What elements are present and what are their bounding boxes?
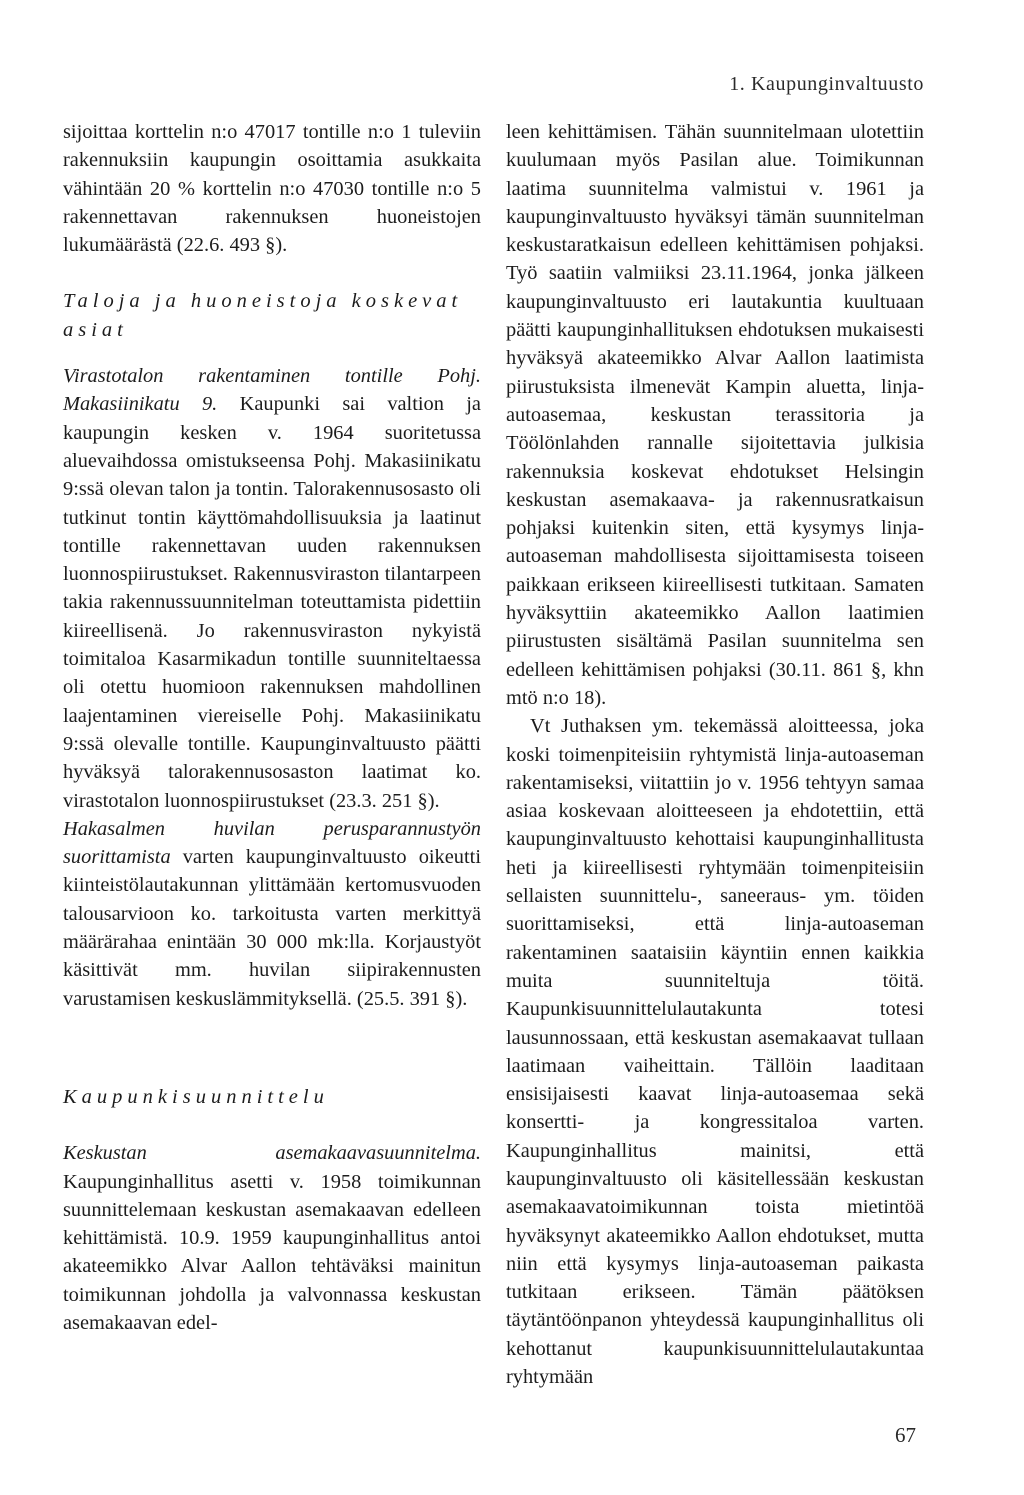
spacer [63,259,481,287]
intro-paragraph: sijoittaa korttelin n:o 47017 tontille n:o 1 tuleviin rakennuksiin kaupungin osoittamia asukkaita vähintään 20 % korttelin n:o 47030 tontille n:o 5 rakennettavan rakennuksen huoneistojen lukumäärästä (22.6. 493 §). [63,121,481,257]
paragraph-juthas: Vt Juthaksen ym. tekemässä aloitteessa, joka koski toimenpiteisiin ryhtymistä linja-autoaseman rakentamiseksi, viitattiin jo v. 1956 tehtyyn samaa asiaa koskevaan aloitteeseen ja ehdotettiin, että kaupunginvaltuusto kehottaisi kaupunginhallitusta heti ja kiireellisesti ryhtymään toimenpiteisiin sellaisten suunnittelu-, saneeraus- ym. töiden suorittamiseksi, että linja-autoaseman rakentaminen saataisiin käyntiin ennen kaikkia muita suunniteltuja töitä. Kaupunkisuunnittelulautakunta totesi lausunnossaan, että keskustan asemakaavat tullaan laatimaan vaiheittain. Tällöin laaditaan ensisijaisesti kaavat linja-autoasemaa sekä konsertti- ja kongressitaloa varten. Kaupunginhallitus mainitsi, että kaupunginvaltuusto oli käsitellessään keskustan asemakaavatoimikunnan toista mietintöä hyväksynyt akateemikko Aallon ehdotukset, mutta niin että kysymys linja-autoaseman paikasta tutkitaan erikseen. Tämän päätöksen täytäntöönpanon yhteydessä kaupunginhallitus oli kehottanut kaupunkisuunnittelulautakuntaa ryhtymään [506,715,924,1389]
section-heading-kaupunkisuunnittelu: Kaupunkisuunnittelu [63,1085,329,1108]
spacer [63,1013,481,1083]
item-text: Kaupunginhallitus asetti v. 1958 toimikunnan suunnittelemaan keskustan asemakaavan edelleen kehittämistä. 10.9. 1959 kaupunginhallitus antoi akateemikko Alvar Aallon tehtäväksi mainitun toimikunnan johdolla ja valvonnassa keskustan asemakaavan edel- [63,1170,481,1334]
paragraph-continuation: leen kehittämisen. Tähän suunnitelmaan ulotettiin kuulumaan myös Pasilan alue. Toimikunnan laatima suunnitelma valmistui v. 1961 ja kaupunginvaltuusto hyväksyi tämän suunnitelman keskustaratkaisun edelleen kehittämisen pohjaksi. Työ saatiin valmiiksi 23.11.1964, jonka jälkeen kaupunginvaltuusto eri lautakuntia kuultuaan päätti kaupunginhallituksen ehdotuksen mukaisesti hyväksyä akateemikko Alvar Aallon laatimista piirustuksista ilmenevät Kampin aluetta, linja-autoasemaa, keskustan terassitoria ja Töölönlahden rannalle sijoitettavia julkisia rakennuksia koskevat ehdotukset Helsingin keskustan asemakaava- ja rakennusratkaisun pohjaksi kuitenkin siten, että kysymys linja-autoaseman mahdollisesta sijoittamisesta toiseen paikkaan erikseen kiireellisesti tutkitaan. Samaten hyväksyttiin akateemikko Aallon laatimien piirustusten sisältämä Pasilan suunnitelma sen edelleen kehittämisen pohjaksi (30.11. 861 §, khn mtö n:o 18). [506,121,924,709]
section-heading-line-1: Taloja ja huoneistoja koskevat [63,290,463,313]
section-heading-line-2: asiat [63,318,128,341]
item-hakasalmi [63,815,481,1013]
left-column [63,118,481,1337]
page-number: 67 [895,1423,916,1447]
item-title: Keskustan asemakaavasuunnitelma. [63,1142,481,1165]
item-virastotalo [63,362,481,815]
right-column [506,118,924,1391]
running-title: 1. Kaupunginvaltuusto [729,73,924,95]
section-heading-taloja [63,287,481,344]
item-text: varten kaupunginvaltuusto oikeutti kiinteistölautakunnan ylittämään kertomusvuoden talousarvioon ko. tarkoitusta varten merkittyä määrärahaa enintään 30 000 mk:lla. Korjaustyöt käsittivät mm. huvilan siipirakennusten varustamisen keskuslämmityksellä. (25.5. 391 §). [63,846,481,1010]
spacer [63,1111,481,1139]
item-keskusta [63,1139,481,1337]
item-title: Virastotalon rakentaminen tontille Pohj. Makasiinikatu 9. [63,365,481,416]
item-title: Hakasalmen huvilan perusparannustyön suorittamista [63,817,481,869]
item-text: Kaupunki sai valtion ja kaupungin kesken v. 1964 suoritetussa aluevaihdossa omistukseensa Pohj. Makasiinikatu 9:ssä olevan talon ja tontin. Talorakennusosasto oli tutkinut tontin käyttömahdollisuuksia ja laatinut tontille rakennettavan uuden rakennuksen luonnospiirustukset. Rakennusviraston tilantarpeen takia rakennussuunnitelman toteuttamista pidettiin kiireellisenä. Jo rakennusviraston nykyistä toimitaloa Kasarmikadun tontille suunniteltaessa oli otettu huomioon rakennuksen mahdollinen laajentaminen viereiselle Pohj. Makasiinikatu 9:ssä olevalle tontille. Kaupunginvaltuusto päätti hyväksyä talorakennusosaston laatimat ko. virastotalon luonnospiirustukset (23.3. 251 §). [63,393,481,812]
spacer [63,344,481,362]
